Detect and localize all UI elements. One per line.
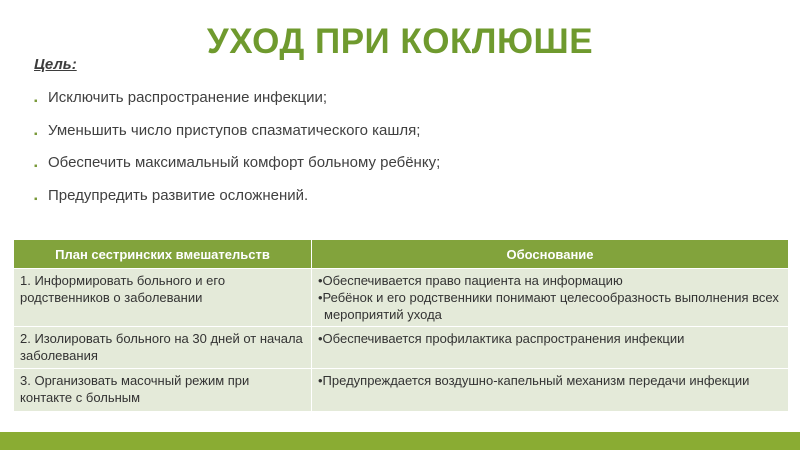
care-plan-table: [14, 240, 788, 411]
reason-cell: [312, 369, 789, 411]
reason-line: •Предупреждается воздушно-капельный механизм передачи инфекции: [318, 373, 750, 388]
table-row: [14, 369, 788, 411]
reason-cell: [312, 269, 789, 327]
plan-cell: 1. Информировать больного и его родственников о заболевании: [14, 269, 312, 327]
page-title: УХОД ПРИ КОКЛЮШЕ: [206, 22, 594, 61]
bottom-accent-bar: [0, 432, 800, 450]
goal-label: Цель:: [34, 56, 77, 73]
plan-cell: 2. Изолировать больного на 30 дней от начала заболевания: [14, 327, 312, 369]
goal-list: [34, 88, 440, 218]
goal-item: ▪ Обеспечить максимальный комфорт больному ребёнку;: [34, 153, 440, 186]
reason-line: •Ребёнок и его родственники понимают целесообразность выполнения всех мероприятий ухода: [318, 290, 779, 322]
goal-item: ▪ Исключить распространение инфекции;: [34, 88, 440, 121]
reason-cell: [312, 327, 789, 369]
goal-item: ▪ Предупредить развитие осложнений.: [34, 186, 440, 219]
plan-cell: 3. Организовать масочный режим при контакте с больным: [14, 369, 312, 411]
reason-line: •Обеспечивается право пациента на информацию: [318, 273, 623, 288]
reason-line: •Обеспечивается профилактика распространения инфекции: [318, 331, 685, 346]
column-header-reason: Обоснование: [312, 240, 789, 269]
bullet-icon: ▪: [34, 193, 38, 205]
table-header-row: [14, 240, 788, 269]
goal-item: ▪ Уменьшить число приступов спазматического кашля;: [34, 121, 440, 154]
table-row: [14, 269, 788, 327]
bullet-icon: ▪: [34, 96, 38, 107]
bullet-icon: ▪: [34, 161, 38, 172]
bullet-icon: ▪: [34, 128, 38, 140]
table-row: [14, 327, 788, 369]
column-header-plan: План сестринских вмешательств: [14, 240, 312, 269]
